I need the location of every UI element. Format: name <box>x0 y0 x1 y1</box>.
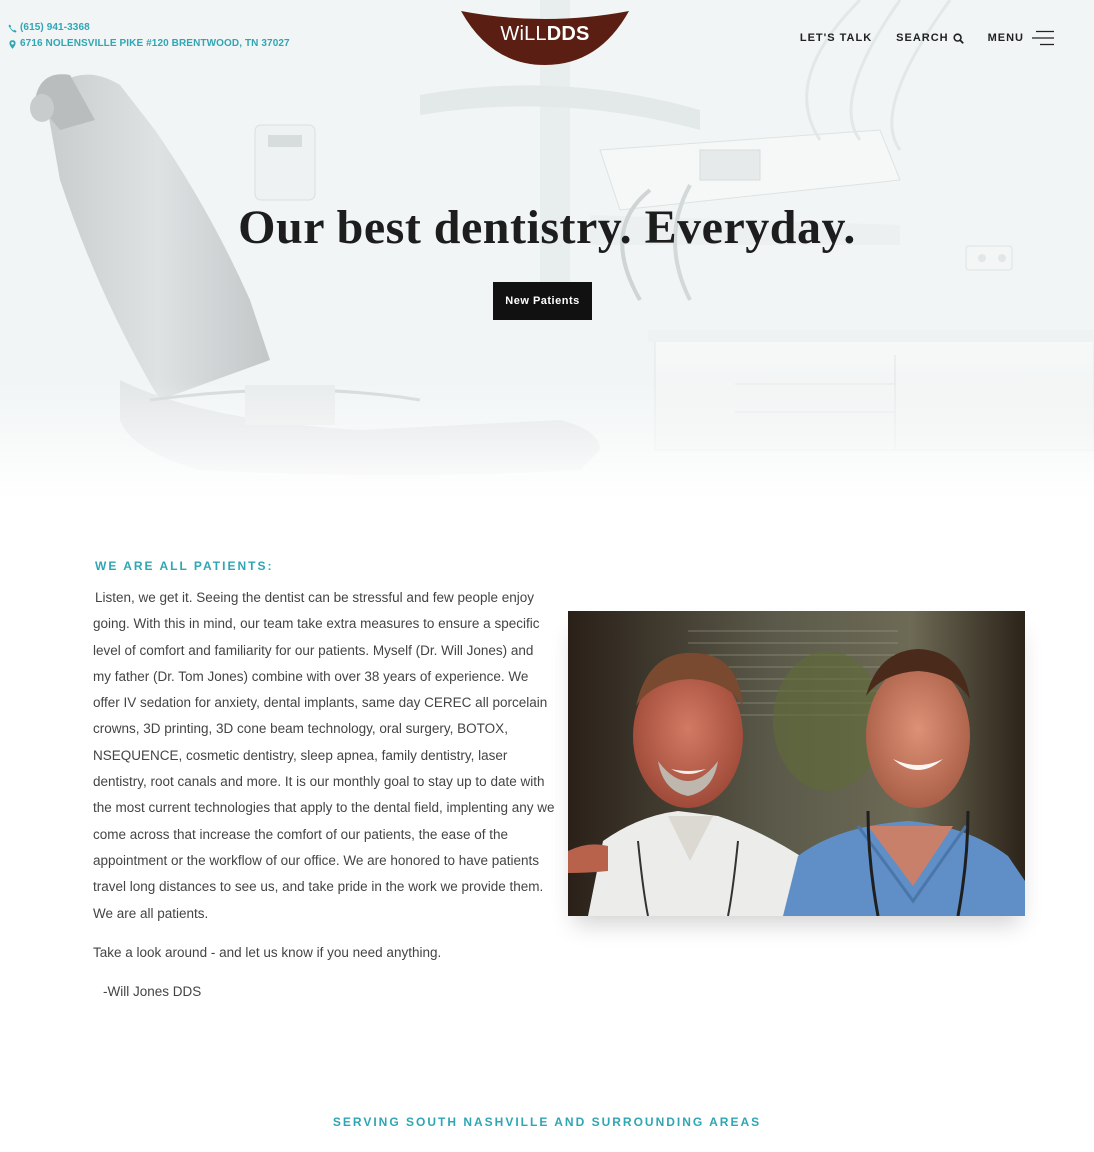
address-text[interactable]: 6716 NOLENSVILLE PIKE #120 BRENTWOOD, TN 37027 <box>20 38 290 49</box>
about-section-label: WE ARE ALL PATIENTS: <box>95 559 274 573</box>
logo-text <box>459 23 631 46</box>
about-signature: -Will Jones DDS <box>103 984 202 1000</box>
search-button[interactable] <box>896 32 963 44</box>
about-paragraph-body: going. With this in mind, our team take extra measures to ensure a specific level of comfort and familiarity for our patients. Myself (Dr. Will Jones) and my father (Dr. Tom Jones) combine with over 38 years of experience. We offer IV sedation for anxiety, dental implants, same day CEREC all porcelain crowns, 3D printing, 3D cone beam technology, oral surgery, BOTOX, NSEQUENCE, cosmetic dentistry, sleep apnea, family dentistry, laser dentistry, root canals and more. It is our monthly goal to stay up to date with the most current technologies that apply to the dental field, implenting any we come across that increase the comfort of our patients, the ease of the appointment or the workflow of our office. We are honored to have patients travel long distances to see us, and take pride in the work we provide them. We are all patients. <box>93 616 555 921</box>
hero-section <box>0 0 1094 500</box>
hero-headline: Our best dentistry. Everyday. <box>238 201 856 254</box>
logo-text-suffix: DDS <box>546 23 590 45</box>
map-pin-icon <box>8 40 17 49</box>
phone-number[interactable]: (615) 941-3368 <box>20 22 90 33</box>
site-logo[interactable] <box>459 9 631 67</box>
about-paragraph <box>93 585 555 927</box>
phone-icon <box>8 24 17 33</box>
hero-fade-overlay <box>0 380 1094 500</box>
new-patients-button[interactable]: New Patients <box>493 282 592 320</box>
search-icon <box>953 33 964 44</box>
lets-talk-link[interactable] <box>800 32 872 44</box>
address-row[interactable] <box>8 36 290 52</box>
service-area-label: SERVING SOUTH NASHVILLE AND SURROUNDING AREAS <box>332 1115 762 1129</box>
doctors-photo <box>568 611 1025 916</box>
search-label: SEARCH <box>896 32 949 44</box>
logo-text-prefix: WiLL <box>500 23 547 45</box>
hamburger-menu-icon <box>1032 30 1054 46</box>
lets-talk-label: LET'S TALK <box>799 32 873 44</box>
doctors-photo-image <box>568 611 1025 916</box>
about-paragraph-first-line: Listen, we get it. Seeing the dentist can be stressful and few people enjoy <box>95 590 535 605</box>
menu-button[interactable] <box>988 30 1054 46</box>
about-closing: Take a look around - and let us know if you need anything. <box>93 944 442 960</box>
top-navigation <box>800 30 1054 46</box>
menu-label: MENU <box>987 32 1024 44</box>
header-contact-info <box>8 20 290 52</box>
phone-row[interactable] <box>8 20 290 36</box>
about-text <box>93 585 555 1018</box>
